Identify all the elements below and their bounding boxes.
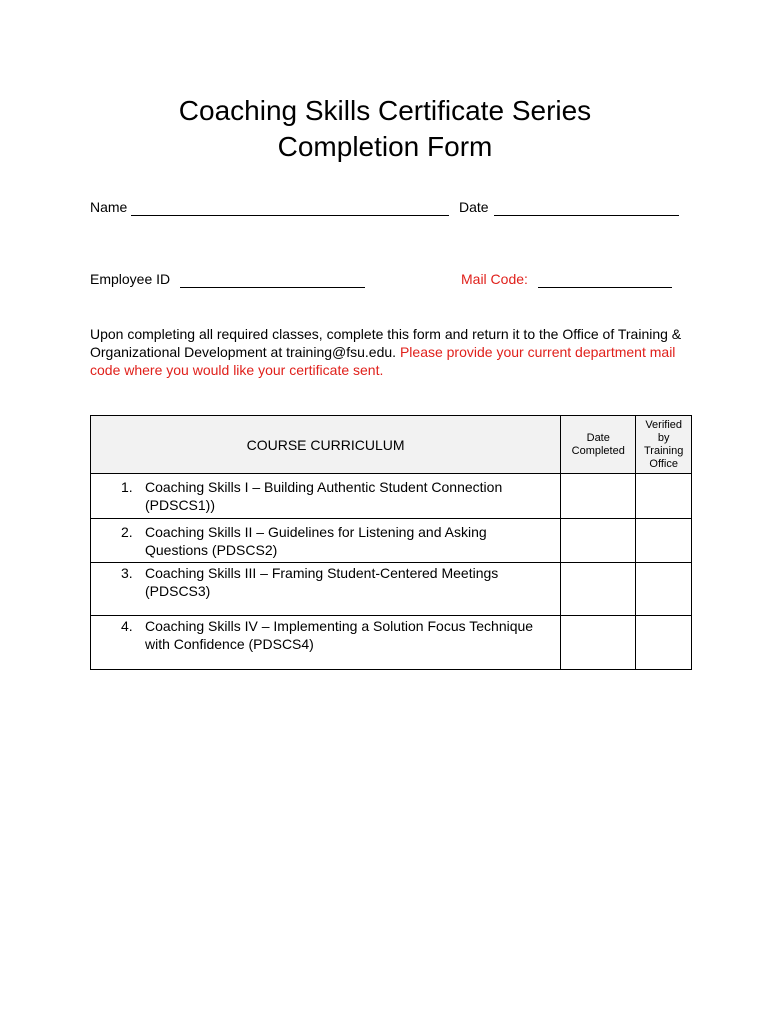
- course-number: 1.: [121, 479, 133, 495]
- course-number: 4.: [121, 618, 133, 634]
- form-title-line-2: Completion Form: [277, 131, 493, 162]
- instructions-text: Upon completing all required classes, complete this form and return it to the Office of Training & Organizational Development at training@fsu.edu.: [90, 326, 682, 360]
- table-row: [91, 563, 692, 616]
- date-label: Date: [459, 199, 489, 215]
- course-name: Coaching Skills I – Building Authentic Student Connection (PDSCS1)): [145, 479, 503, 513]
- course-name: Coaching Skills III – Framing Student-Centered Meetings (PDSCS3): [145, 565, 499, 599]
- course-cell: [91, 616, 561, 670]
- form-title-line-1: Coaching Skills Certificate Series: [178, 95, 592, 126]
- employee-id-label: Employee ID: [90, 271, 171, 287]
- course-number: 3.: [121, 565, 133, 581]
- date-field[interactable]: [494, 215, 679, 216]
- course-cell: [91, 563, 561, 616]
- name-field[interactable]: [131, 215, 449, 216]
- mail-code-field[interactable]: [538, 287, 672, 288]
- verified-cell[interactable]: [636, 519, 692, 563]
- table-row: [91, 519, 692, 563]
- header-verified-text: Verified by Training Office: [644, 418, 684, 470]
- table-header-row: [91, 416, 692, 474]
- verified-cell[interactable]: [636, 474, 692, 519]
- instructions-highlight: Please provide your current department mail code where you would like your certificate sent.: [90, 344, 676, 378]
- verified-cell[interactable]: [636, 563, 692, 616]
- table-row: [91, 474, 692, 519]
- header-date-completed-text: Date Completed: [571, 431, 625, 457]
- name-label: Name: [90, 199, 128, 215]
- header-verified: [636, 416, 692, 474]
- header-course-curriculum: COURSE CURRICULUM: [91, 416, 561, 474]
- course-cell: [91, 519, 561, 563]
- verified-cell[interactable]: [636, 616, 692, 670]
- date-completed-cell[interactable]: [561, 563, 636, 616]
- date-completed-cell[interactable]: [561, 474, 636, 519]
- date-completed-cell[interactable]: [561, 616, 636, 670]
- mail-code-label: Mail Code:: [461, 271, 528, 287]
- table-row: [91, 616, 692, 670]
- course-number: 2.: [121, 524, 133, 540]
- curriculum-table: [90, 415, 692, 670]
- date-completed-cell[interactable]: [561, 519, 636, 563]
- course-cell: [91, 474, 561, 519]
- course-name: Coaching Skills II – Guidelines for Listening and Asking Questions (PDSCS2): [145, 524, 487, 558]
- header-date-completed: [561, 416, 636, 474]
- instructions-paragraph: [90, 325, 690, 379]
- employee-id-field[interactable]: [180, 287, 365, 288]
- course-name: Coaching Skills IV – Implementing a Solution Focus Technique with Confidence (PDSCS4): [145, 618, 534, 652]
